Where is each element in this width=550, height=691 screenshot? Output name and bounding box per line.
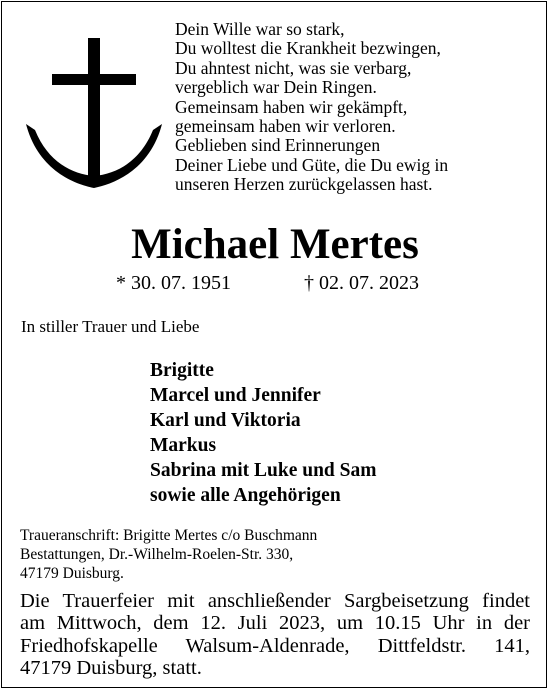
service-line: am Mittwoch, dem 12. Juli 2023, um 10.15 Uhr in der [20, 612, 530, 635]
address-line: 47179 Duisburg. [20, 565, 124, 582]
birth-date: * 30. 07. 1951 [116, 272, 231, 294]
mourner: sowie alle Angehörigen [150, 485, 341, 506]
poem-line: Gemeinsam haben wir gekämpft, [175, 96, 408, 117]
mourner: Sabrina mit Luke und Sam [150, 460, 377, 481]
deceased-name: Michael Mertes [131, 221, 419, 268]
service-line: Friedhofskapelle Walsum-Aldenrade, Dittfeldstr. 141, [20, 634, 530, 657]
mourner: Brigitte [150, 360, 214, 381]
poem-line: Du wolltest die Krankheit bezwingen, [175, 38, 441, 59]
mourners-list [150, 358, 377, 508]
service-line: 47179 Duisburg, statt. [20, 656, 202, 679]
poem-line: Dein Wille war so stark, [175, 19, 345, 39]
funeral-service-notice [20, 590, 530, 679]
anchor-icon [24, 38, 164, 188]
address-line: Traueranschrift: Brigitte Mertes c/o Buschmann [20, 527, 318, 544]
poem-line: unseren Herzen zurückgelassen hast. [175, 174, 433, 195]
mourner: Marcel und Jennifer [150, 385, 321, 406]
mourner: Karl und Viktoria [150, 410, 301, 431]
mourning-address [20, 526, 317, 583]
poem-line: Geblieben sind Erinnerungen [175, 135, 381, 156]
mourning-intro: In stiller Trauer und Liebe [21, 317, 200, 336]
mourner: Markus [150, 435, 217, 456]
poem [175, 20, 448, 195]
poem-line: Du ahntest nicht, was sie verbarg, [175, 57, 412, 78]
service-line: Die Trauerfeier mit anschließender Sargbeisetzung findet [20, 590, 530, 612]
poem-line: vergeblich war Dein Ringen. [175, 77, 377, 98]
poem-line: gemeinsam haben wir verloren. [175, 116, 396, 137]
death-date: † 02. 07. 2023 [304, 272, 419, 294]
poem-line: Deiner Liebe und Güte, die Du ewig in [175, 154, 449, 175]
address-line: Bestattungen, Dr.-Wilhelm-Roelen-Str. 330, [20, 546, 294, 563]
